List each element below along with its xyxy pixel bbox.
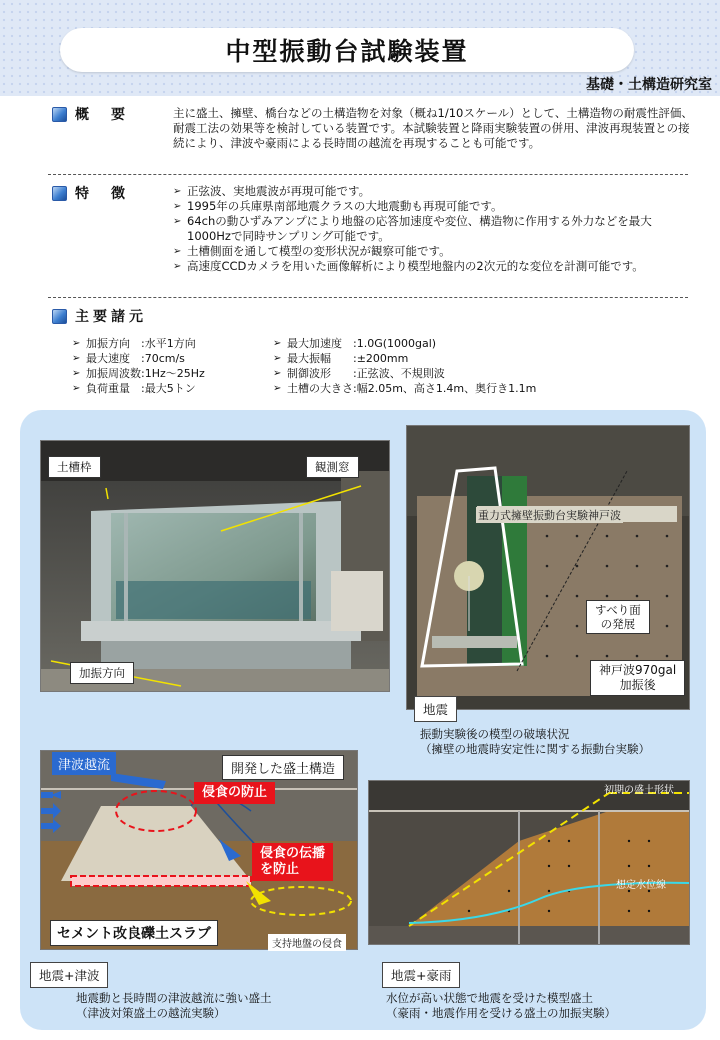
kobe-wave-label: 神戸波970gal 加振後 [590,660,685,696]
tank-frame-label: 土槽枠 [48,456,101,478]
caption-line: 水位が高い状態で地震を受けた模型盛土 [386,991,593,1005]
features-heading [52,183,129,203]
specs-heading [52,306,147,326]
feature-item: ➢ 64chの動ひずみアンプにより地盤の応答加速度や変位、構造物に作用する外力などを最大1000Hzで同時サンプリング可能です。 [173,214,685,244]
specs-right-list [273,336,536,396]
experiment-banner: 重力式擁壁振動台実験神戸波 [478,509,621,522]
earthquake-rain-tag: 地震+豪雨 [382,962,460,988]
specs-heading-label: 主要諸元 [75,309,147,325]
divider [48,297,688,298]
features-list [173,184,685,274]
specs-left-list [72,336,205,396]
tsunami-overflow-label: 津波越流 [52,752,116,775]
spec-item: ➢ 最大加速度 :1.0G(1000gal) [273,336,536,351]
earthquake-tsunami-tag: 地震+津波 [30,962,108,988]
shake-table-illustration [41,441,390,692]
feature-item: ➢ 高速度CCDカメラを用いた画像解析により模型地盤内の2次元的な変位を計測可能です。 [173,259,685,274]
department-name: 基礎・土構造研究室 [586,77,712,93]
spec-item: ➢ 加振方向 :水平1方向 [72,336,205,351]
observation-window-label: 観測窓 [306,456,359,478]
features-heading-label: 特 徴 [75,186,129,202]
caption-line: （豪雨・地震作用を受ける盛土の加振実験） [386,1006,616,1020]
spec-item: ➢ 制御波形 :正弦波、不規則波 [273,366,536,381]
feature-item: ➢ 1995年の兵庫県南部地震クラスの大地震動も再現可能です。 [173,199,685,214]
excitation-direction-label: 加振方向 [70,662,134,684]
section-bullet-icon [52,309,67,324]
erosion-spread-label: 侵食の伝播 を防止 [252,843,333,881]
caption-line: 振動実験後の模型の破壊状況 [420,727,570,741]
water-level-label: 想定水位線 [616,880,666,891]
spec-item: ➢ 加振周波数:1Hz〜25Hz [72,366,205,381]
spec-item: ➢ 負荷重量 :最大5トン [72,381,205,396]
earthquake-tag: 地震 [414,696,457,722]
initial-shape-label: 初期の盛土形状 [604,785,674,796]
developed-embankment-label: 開発した盛土構造 [222,755,344,780]
spec-item: ➢ 土槽の大きさ:幅2.05m、高さ1.4m、奥行き1.1m [273,381,536,396]
cement-slab-label: セメント改良礫土スラブ [50,920,218,946]
page-title: 中型振動台試験装置 [60,28,634,72]
base-erosion-label: 支持地盤の侵食 [268,934,346,951]
rain-embankment-photo [368,780,690,945]
erosion-prevention-label: 侵食の防止 [194,782,275,804]
caption-line: （津波対策盛土の越流実験） [76,1006,226,1020]
caption-line: （擁壁の地震時安定性に関する振動台実験） [420,742,650,756]
spec-item: ➢ 最大振幅 :±200mm [273,351,536,366]
feature-item: ➢ 土槽側面を通して模型の変形状況が観察可能です。 [173,244,685,259]
rain-embankment-illustration [369,781,690,945]
overview-text: 主に盛土、擁壁、橋台などの土構造物を対象（概ね1/10スケール）として、土構造物の耐震性評価、耐震工法の効果等を検討している装置です。本試験装置と降雨実験装置の併用、津波再現装置との接続により、津波や豪雨による長時間の越流を再現することも可能です。 [173,106,693,150]
section-bullet-icon [52,186,67,201]
caption-line: 地震動と長時間の津波越流に強い盛土 [76,991,272,1005]
spec-item: ➢ 最大速度 :70cm/s [72,351,205,366]
divider [48,174,688,175]
overview-heading-label: 概 要 [75,107,129,123]
section-bullet-icon [52,107,67,122]
overview-heading [52,104,129,124]
slip-surface-label: すべり面 の発展 [586,600,650,634]
feature-item: ➢ 正弦波、実地震波が再現可能です。 [173,184,685,199]
